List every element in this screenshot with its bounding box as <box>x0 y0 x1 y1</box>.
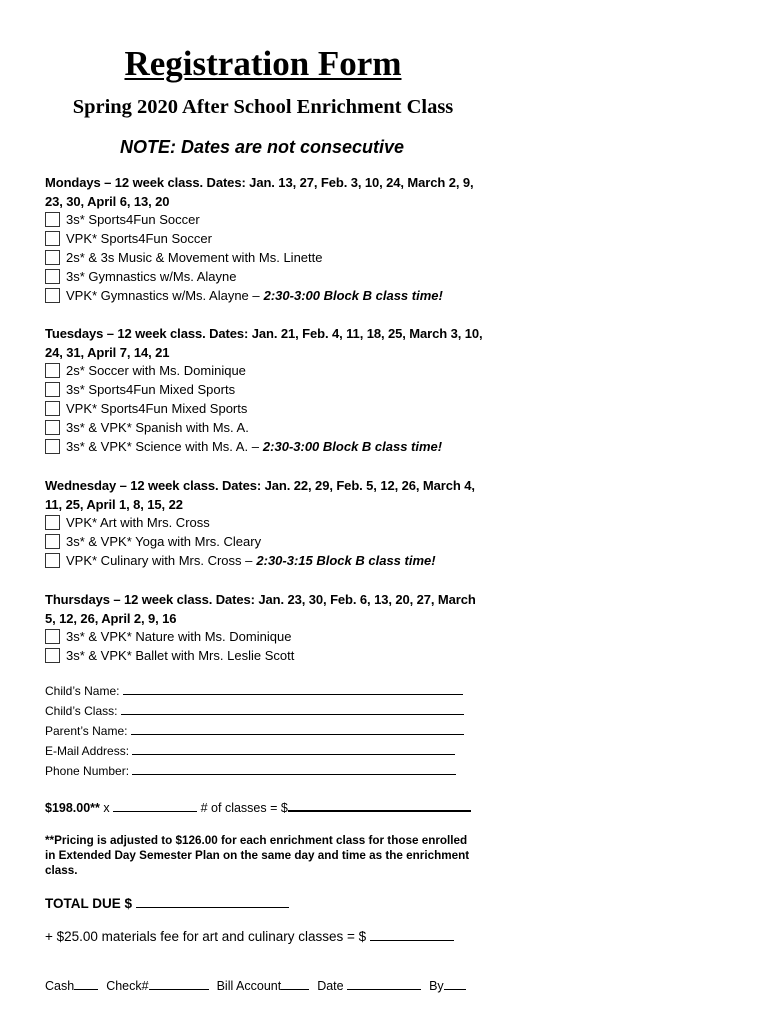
materials-fee <box>45 927 454 944</box>
price-calculation <box>45 797 471 815</box>
block-b-note: 2:30-3:00 Block B class time! <box>263 288 443 303</box>
option-label: 2s* Soccer with Ms. Dominique <box>66 363 246 378</box>
checkbox[interactable] <box>45 212 60 227</box>
block-b-note: 2:30-3:15 Block B class time! <box>256 553 436 568</box>
total-due <box>45 894 289 911</box>
tuesday-option[interactable] <box>45 437 442 456</box>
checkbox[interactable] <box>45 553 60 568</box>
monday-option[interactable] <box>45 210 200 229</box>
price-amount: $198.00** <box>45 801 100 815</box>
wednesday-option[interactable] <box>45 513 210 532</box>
email-blank[interactable] <box>132 741 455 755</box>
checkbox[interactable] <box>45 515 60 530</box>
times-sign: x <box>103 801 110 815</box>
monday-option[interactable] <box>45 267 237 286</box>
option-label: 3s* & VPK* Nature with Ms. Dominique <box>66 629 292 644</box>
email-field[interactable] <box>45 741 455 761</box>
option-label: VPK* Sports4Fun Soccer <box>66 231 212 246</box>
checkbox[interactable] <box>45 648 60 663</box>
option-label: 3s* & VPK* Science with Ms. A. – <box>66 439 259 454</box>
form-title: Registration Form <box>124 44 402 83</box>
child-name-field[interactable] <box>45 681 463 701</box>
thursday-option[interactable] <box>45 627 291 646</box>
checkbox[interactable] <box>45 629 60 644</box>
office-use-line <box>45 976 466 993</box>
option-label: VPK* Culinary with Mrs. Cross – <box>66 553 253 568</box>
monday-option[interactable] <box>45 286 443 305</box>
email-label: E-Mail Address: <box>45 744 130 758</box>
option-label: VPK* Gymnastics w/Ms. Alayne – <box>66 288 260 303</box>
block-b-note: 2:30-3:00 Block B class time! <box>262 439 443 454</box>
child-class-label: Child’s Class: <box>45 704 118 718</box>
thursday-heading: Thursdays – 12 week class. Dates: Jan. 23, 30, Feb. 6, 13, 20, 27, March 5, 12, 26, April 2, 9, 16 <box>45 592 476 626</box>
materials-fee-blank[interactable] <box>370 927 454 941</box>
monday-option[interactable] <box>45 229 212 248</box>
option-label: 3s* & VPK* Spanish with Ms. A. <box>66 420 249 435</box>
tuesday-option[interactable] <box>45 399 247 418</box>
checkbox[interactable] <box>45 231 60 246</box>
option-label: VPK* Art with Mrs. Cross <box>66 515 210 530</box>
classes-label: # of classes = $ <box>200 801 288 815</box>
tuesday-option[interactable] <box>45 380 235 399</box>
tuesday-option[interactable] <box>45 361 246 380</box>
cash-blank[interactable] <box>74 976 98 990</box>
check-label: Check# <box>106 979 149 993</box>
phone-label: Phone Number: <box>45 764 130 778</box>
tuesday-option[interactable] <box>45 418 249 437</box>
form-subtitle: Spring 2020 After School Enrichment Class <box>72 96 454 118</box>
child-name-blank[interactable] <box>123 681 463 695</box>
total-due-blank[interactable] <box>136 894 289 908</box>
option-label: VPK* Sports4Fun Mixed Sports <box>66 401 248 416</box>
check-blank[interactable] <box>149 976 209 990</box>
checkbox[interactable] <box>45 288 60 303</box>
pricing-note: **Pricing is adjusted to $126.00 for each enrichment class for those enrolled in Extended Day Semester Plan on the same day and time as the enrichment class. <box>45 834 470 877</box>
option-label: 2s* & 3s Music & Movement with Ms. Linette <box>66 250 323 265</box>
checkbox[interactable] <box>45 363 60 378</box>
child-class-field[interactable] <box>45 701 464 721</box>
checkbox[interactable] <box>45 269 60 284</box>
class-count-blank[interactable] <box>113 798 197 812</box>
bill-account-label: Bill Account <box>216 979 282 993</box>
monday-heading: Mondays – 12 week class. Dates: Jan. 13, 27, Feb. 3, 10, 24, March 2, 9, 23, 30, April 6, 13, 20 <box>45 175 474 209</box>
child-class-blank[interactable] <box>121 701 464 715</box>
phone-blank[interactable] <box>132 761 456 775</box>
wednesday-option[interactable] <box>45 551 436 570</box>
date-blank[interactable] <box>347 976 421 990</box>
checkbox[interactable] <box>45 401 60 416</box>
option-label: 3s* Sports4Fun Soccer <box>66 212 200 227</box>
wednesday-heading: Wednesday – 12 week class. Dates: Jan. 22, 29, Feb. 5, 12, 26, March 4, 11, 25, April 1, 8, 15, 22 <box>45 478 475 512</box>
checkbox[interactable] <box>45 250 60 265</box>
thursday-option[interactable] <box>45 646 294 665</box>
total-due-label: TOTAL DUE $ <box>45 896 133 911</box>
bill-account-blank[interactable] <box>281 976 309 990</box>
tuesday-heading: Tuesdays – 12 week class. Dates: Jan. 21, Feb. 4, 11, 18, 25, March 3, 10, 24, 31, April 7, 14, 21 <box>45 326 483 360</box>
wednesday-option[interactable] <box>45 532 261 551</box>
dates-note: NOTE: Dates are not consecutive <box>119 137 405 157</box>
checkbox[interactable] <box>45 382 60 397</box>
cash-label: Cash <box>45 979 75 993</box>
by-label: By <box>429 979 444 993</box>
monday-option[interactable] <box>45 248 322 267</box>
option-label: 3s* & VPK* Yoga with Mrs. Cleary <box>66 534 262 549</box>
by-blank[interactable] <box>444 976 466 990</box>
checkbox[interactable] <box>45 420 60 435</box>
phone-field[interactable] <box>45 761 456 781</box>
parent-name-blank[interactable] <box>131 721 464 735</box>
checkbox[interactable] <box>45 439 60 454</box>
date-label: Date <box>317 979 344 993</box>
parent-name-field[interactable] <box>45 721 464 741</box>
option-label: 3s* Gymnastics w/Ms. Alayne <box>66 269 237 284</box>
subtotal-blank[interactable] <box>288 797 471 812</box>
checkbox[interactable] <box>45 534 60 549</box>
option-label: 3s* Sports4Fun Mixed Sports <box>66 382 236 397</box>
materials-fee-label: + $25.00 materials fee for art and culinary classes = $ <box>45 929 367 944</box>
child-name-label: Child’s Name: <box>45 684 120 698</box>
parent-name-label: Parent’s Name: <box>45 724 128 738</box>
option-label: 3s* & VPK* Ballet with Mrs. Leslie Scott <box>66 648 295 663</box>
